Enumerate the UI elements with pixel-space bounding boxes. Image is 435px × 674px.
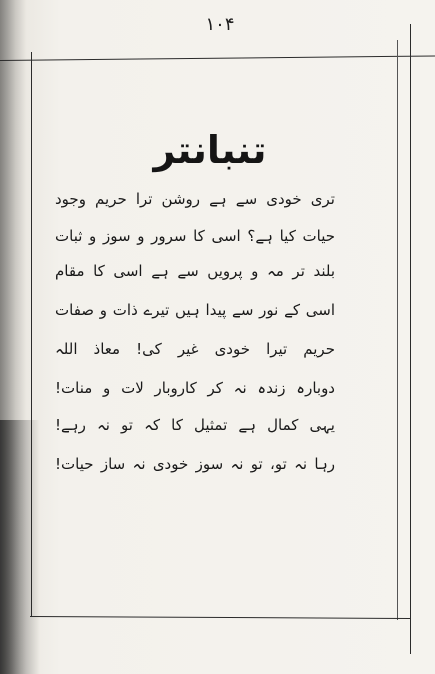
poem-title: تنبانتر [153,128,267,172]
bleed-through-text [90,140,320,162]
right-border-line-outer [410,24,411,654]
verse-line: حریم تیرا خودی غیر کی! معاذ اللہ [55,340,335,358]
bottom-border-line [30,616,410,619]
verse-line: بلند تر مہ و پرویں سے ہے اسی کا مقام [55,262,335,280]
left-border-line [31,52,32,617]
verse-line: حیات کیا ہے؟ اسی کا سرور و سوز و ثبات [55,227,335,245]
verse-line: یہی کمال ہے تمثیل کا کہ تو نہ رہے! [55,416,335,434]
verse-line: تری خودی سے ہے روشن ترا حریم وجود [55,190,335,208]
verse-line: اسی کے نور سے پیدا ہیں تیرے ذات و صفات [55,301,335,319]
binding-shadow-lower [0,420,40,674]
page-number: ۱۰۴ [205,14,235,35]
bleed-through-text [90,500,320,522]
top-border-line [0,55,435,61]
right-border-line-inner [397,40,398,620]
verse-line: دوبارہ زندہ نہ کر کاروبار لات و منات! [55,379,335,397]
verse-line: رہا نہ تو، تو نہ سوز خودی نہ ساز حیات! [55,455,335,473]
